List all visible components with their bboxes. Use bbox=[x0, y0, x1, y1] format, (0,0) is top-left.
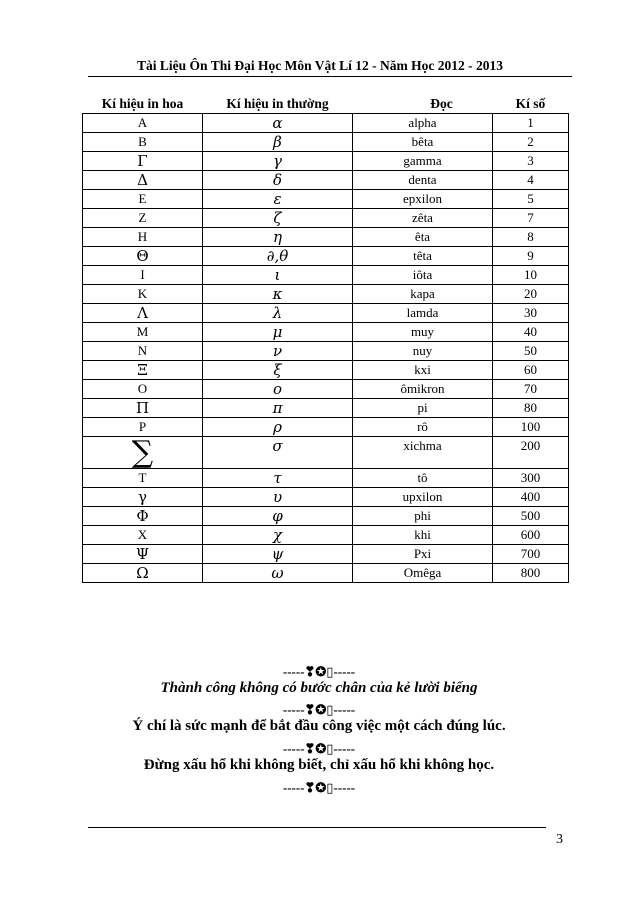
column-header-numeral: Kí số bbox=[515, 96, 546, 111]
lowercase-symbol-cell: β bbox=[203, 133, 353, 152]
numeral-cell: 3 bbox=[493, 152, 569, 171]
table-body bbox=[83, 114, 569, 583]
uppercase-symbol-cell: I bbox=[83, 266, 203, 285]
uppercase-symbol-cell: X bbox=[83, 526, 203, 545]
numeral-cell: 300 bbox=[493, 469, 569, 488]
lowercase-symbol-cell: η bbox=[203, 228, 353, 247]
table-row bbox=[83, 507, 569, 526]
reading-cell: nuy bbox=[353, 342, 493, 361]
footer-divider bbox=[88, 827, 546, 828]
lowercase-symbol-cell: υ bbox=[203, 488, 353, 507]
numeral-cell: 1 bbox=[493, 114, 569, 133]
numeral-cell: 50 bbox=[493, 342, 569, 361]
lowercase-symbol-cell: ρ bbox=[203, 418, 353, 437]
uppercase-symbol-cell: E bbox=[83, 190, 203, 209]
numeral-cell: 400 bbox=[493, 488, 569, 507]
column-header-reading: Đọc bbox=[430, 96, 453, 111]
numeral-cell: 20 bbox=[493, 285, 569, 304]
reading-cell: kxi bbox=[353, 361, 493, 380]
page-header: Tài Liệu Ôn Thi Đại Học Môn Vật Lí 12 - Năm Học 2012 - 2013 bbox=[137, 58, 503, 73]
numeral-cell: 700 bbox=[493, 545, 569, 564]
reading-cell: êta bbox=[353, 228, 493, 247]
decorative-separator: -----❣✪▯----- bbox=[282, 664, 356, 679]
decorative-separator: -----❣✪▯----- bbox=[282, 741, 356, 756]
numeral-cell: 8 bbox=[493, 228, 569, 247]
uppercase-symbol-cell: Ψ bbox=[83, 545, 203, 564]
numeral-cell: 800 bbox=[493, 564, 569, 583]
numeral-cell: 2 bbox=[493, 133, 569, 152]
lowercase-symbol-cell: δ bbox=[203, 171, 353, 190]
numeral-cell: 100 bbox=[493, 418, 569, 437]
reading-cell: ômikron bbox=[353, 380, 493, 399]
uppercase-symbol-cell: H bbox=[83, 228, 203, 247]
table-row bbox=[83, 190, 569, 209]
lowercase-symbol-cell: ε bbox=[203, 190, 353, 209]
uppercase-symbol-cell: Γ bbox=[83, 152, 203, 171]
header-divider bbox=[88, 76, 572, 77]
reading-cell: khi bbox=[353, 526, 493, 545]
lowercase-symbol-cell: λ bbox=[203, 304, 353, 323]
reading-cell: epxilon bbox=[353, 190, 493, 209]
uppercase-symbol-cell: N bbox=[83, 342, 203, 361]
reading-cell: Omêga bbox=[353, 564, 493, 583]
reading-cell: lamda bbox=[353, 304, 493, 323]
lowercase-symbol-cell: ζ bbox=[203, 209, 353, 228]
uppercase-symbol-cell: Φ bbox=[83, 507, 203, 526]
numeral-cell: 10 bbox=[493, 266, 569, 285]
table-row bbox=[83, 266, 569, 285]
uppercase-symbol-cell: Θ bbox=[83, 247, 203, 266]
reading-cell: denta bbox=[353, 171, 493, 190]
reading-cell: Pxi bbox=[353, 545, 493, 564]
decorative-separator: -----❣✪▯----- bbox=[282, 702, 356, 717]
numeral-cell: 7 bbox=[493, 209, 569, 228]
numeral-cell: 200 bbox=[493, 437, 569, 469]
page-number: 3 bbox=[556, 832, 563, 847]
numeral-cell: 70 bbox=[493, 380, 569, 399]
table-row bbox=[83, 418, 569, 437]
numeral-cell: 600 bbox=[493, 526, 569, 545]
lowercase-symbol-cell: σ bbox=[203, 437, 353, 469]
decorative-separator: -----❣✪▯----- bbox=[282, 780, 356, 795]
uppercase-symbol-cell: O bbox=[83, 380, 203, 399]
uppercase-symbol-cell: Δ bbox=[83, 171, 203, 190]
table-row bbox=[83, 488, 569, 507]
uppercase-symbol-cell: Λ bbox=[83, 304, 203, 323]
reading-cell: xichma bbox=[353, 437, 493, 469]
lowercase-symbol-cell: ο bbox=[203, 380, 353, 399]
table-row bbox=[83, 545, 569, 564]
table-row bbox=[83, 171, 569, 190]
table-row bbox=[83, 564, 569, 583]
table-row bbox=[83, 304, 569, 323]
column-header-uppercase: Kí hiệu in hoa bbox=[101, 96, 184, 111]
table-row bbox=[83, 380, 569, 399]
quote-1: Thành công không có bước chân của kẻ lười biếng bbox=[160, 680, 478, 696]
reading-cell: alpha bbox=[353, 114, 493, 133]
lowercase-symbol-cell: φ bbox=[203, 507, 353, 526]
quote-2: Ý chí là sức mạnh để bắt đầu công việc một cách đúng lúc. bbox=[132, 718, 506, 734]
lowercase-symbol-cell: ∂,θ bbox=[203, 247, 353, 266]
uppercase-symbol-cell: Z bbox=[83, 209, 203, 228]
table-row bbox=[83, 469, 569, 488]
lowercase-symbol-cell: ξ bbox=[203, 361, 353, 380]
numeral-cell: 9 bbox=[493, 247, 569, 266]
table-row bbox=[83, 323, 569, 342]
table-row bbox=[83, 209, 569, 228]
table-row bbox=[83, 152, 569, 171]
table-header-row bbox=[83, 95, 569, 114]
reading-cell: zêta bbox=[353, 209, 493, 228]
lowercase-symbol-cell: ν bbox=[203, 342, 353, 361]
lowercase-symbol-cell: μ bbox=[203, 323, 353, 342]
reading-cell: bêta bbox=[353, 133, 493, 152]
reading-cell: pi bbox=[353, 399, 493, 418]
reading-cell: upxilon bbox=[353, 488, 493, 507]
lowercase-symbol-cell: ι bbox=[203, 266, 353, 285]
table-row bbox=[83, 361, 569, 380]
lowercase-symbol-cell: κ bbox=[203, 285, 353, 304]
numeral-cell: 60 bbox=[493, 361, 569, 380]
table-row bbox=[83, 133, 569, 152]
reading-cell: têta bbox=[353, 247, 493, 266]
uppercase-symbol-cell: Ξ bbox=[83, 361, 203, 380]
table-row bbox=[83, 247, 569, 266]
table-row bbox=[83, 228, 569, 247]
table-row bbox=[83, 399, 569, 418]
numeral-cell: 5 bbox=[493, 190, 569, 209]
uppercase-symbol-cell: γ bbox=[83, 488, 203, 507]
table-row bbox=[83, 526, 569, 545]
uppercase-symbol-cell: M bbox=[83, 323, 203, 342]
uppercase-symbol-cell: Ω bbox=[83, 564, 203, 583]
lowercase-symbol-cell: γ bbox=[203, 152, 353, 171]
greek-alphabet-table bbox=[82, 95, 569, 583]
lowercase-symbol-cell: τ bbox=[203, 469, 353, 488]
uppercase-symbol-cell: Π bbox=[83, 399, 203, 418]
numeral-cell: 40 bbox=[493, 323, 569, 342]
numeral-cell: 4 bbox=[493, 171, 569, 190]
lowercase-symbol-cell: χ bbox=[203, 526, 353, 545]
uppercase-symbol-cell: B bbox=[83, 133, 203, 152]
reading-cell: tô bbox=[353, 469, 493, 488]
lowercase-symbol-cell: ψ bbox=[203, 545, 353, 564]
numeral-cell: 500 bbox=[493, 507, 569, 526]
uppercase-symbol-cell: ∑ bbox=[83, 437, 203, 469]
uppercase-symbol-cell: K bbox=[83, 285, 203, 304]
reading-cell: muy bbox=[353, 323, 493, 342]
column-header-lowercase: Kí hiệu in thường bbox=[226, 96, 329, 111]
reading-cell: iôta bbox=[353, 266, 493, 285]
reading-cell: kapa bbox=[353, 285, 493, 304]
reading-cell: phi bbox=[353, 507, 493, 526]
uppercase-symbol-cell: T bbox=[83, 469, 203, 488]
lowercase-symbol-cell: π bbox=[203, 399, 353, 418]
uppercase-symbol-cell: P bbox=[83, 418, 203, 437]
table-row bbox=[83, 285, 569, 304]
uppercase-symbol-cell: A bbox=[83, 114, 203, 133]
reading-cell: gamma bbox=[353, 152, 493, 171]
table-row bbox=[83, 342, 569, 361]
table-row bbox=[83, 437, 569, 469]
lowercase-symbol-cell: α bbox=[203, 114, 353, 133]
numeral-cell: 80 bbox=[493, 399, 569, 418]
table-row bbox=[83, 114, 569, 133]
reading-cell: rô bbox=[353, 418, 493, 437]
numeral-cell: 30 bbox=[493, 304, 569, 323]
lowercase-symbol-cell: ω bbox=[203, 564, 353, 583]
quote-3: Đừng xấu hổ khi không biết, chỉ xấu hổ khi không học. bbox=[143, 757, 495, 773]
